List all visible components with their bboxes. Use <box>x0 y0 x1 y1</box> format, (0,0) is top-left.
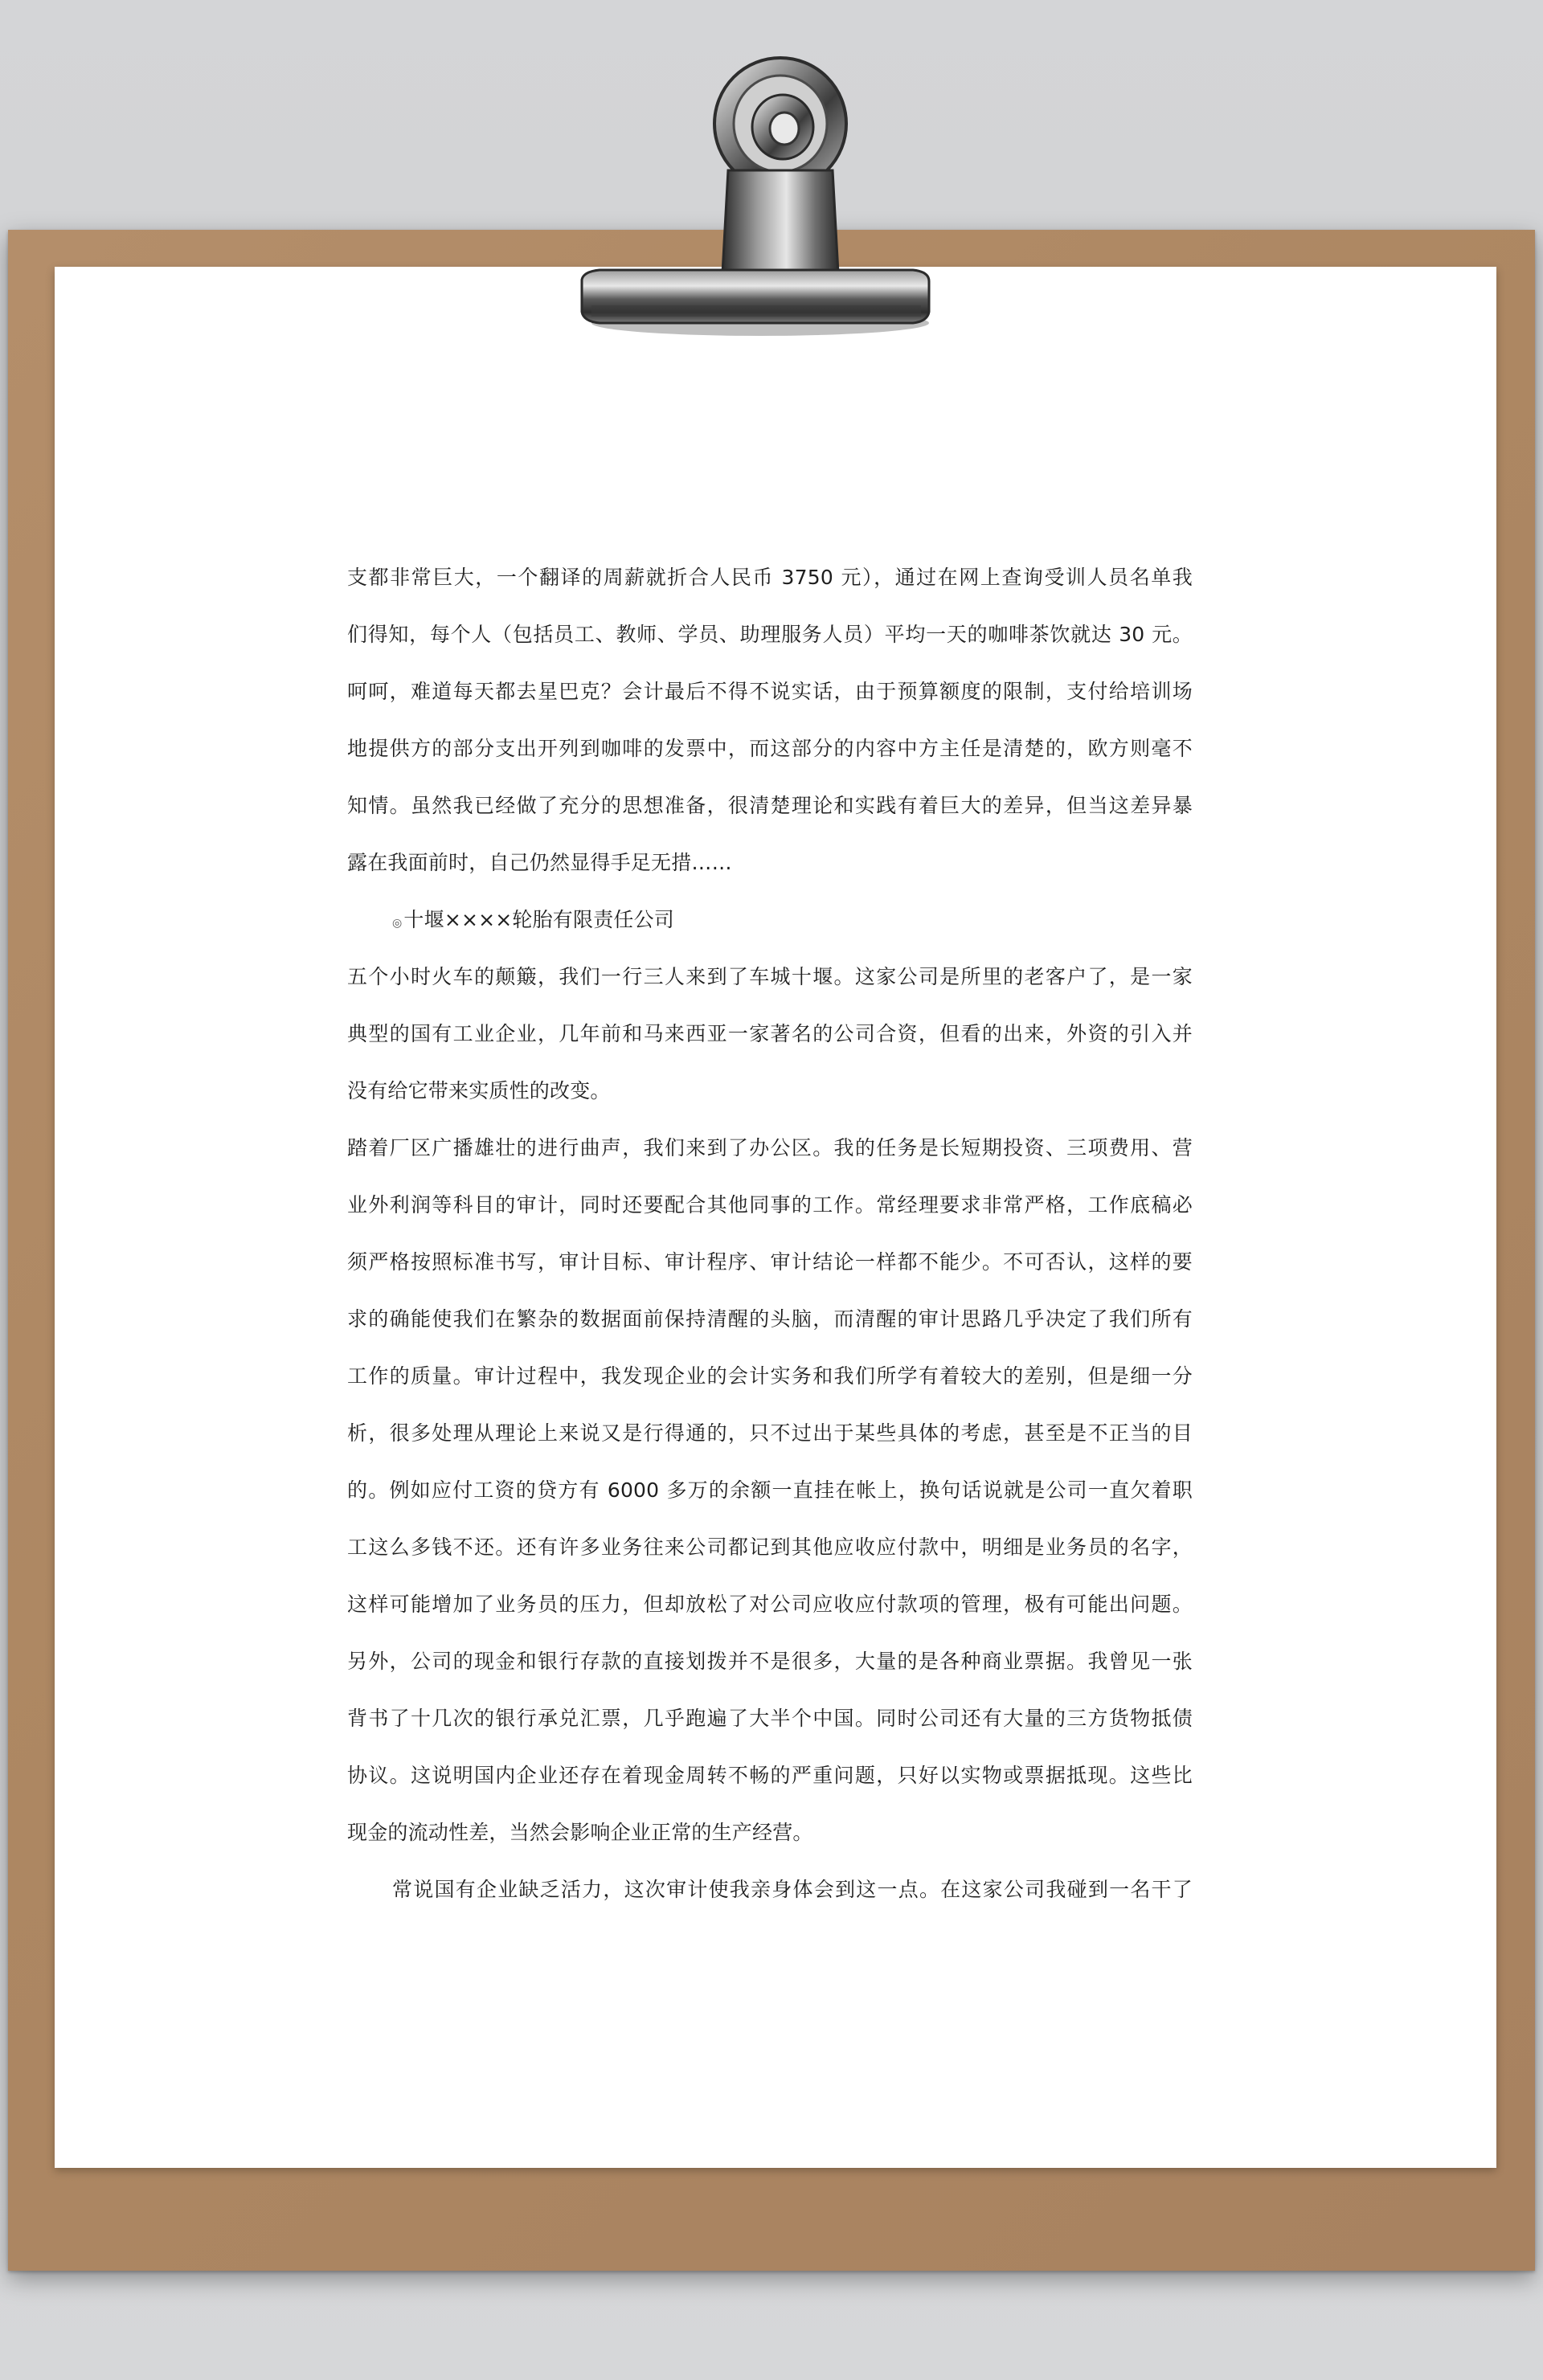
text-line: 须严格按照标准书写，审计目标、审计程序、审计结论一样都不能少。不可否认，这样的要 <box>347 1250 1193 1274</box>
text-line: 呵呵，难道每天都去星巴克？会计最后不得不说实话，由于预算额度的限制，支付给培训场 <box>347 680 1193 703</box>
text-line: 地提供方的部分支出开列到咖啡的发票中，而这部分的内容中方主任是清楚的，欧方则毫不 <box>347 737 1193 760</box>
text-line: 支都非常巨大，一个翻译的周薪就折合人民币 3750 元），通过在网上查询受训人员名单我 <box>347 566 1193 589</box>
text-line: 知情。虽然我已经做了充分的思想准备，很清楚理论和实践有着巨大的差异，但当这差异暴 <box>347 794 1193 817</box>
text-line: 协议。这说明国内企业还存在着现金周转不畅的严重问题，只好以实物或票据抵现。这些比 <box>347 1764 1193 1787</box>
text-line: 常说国有企业缺乏活力，这次审计使我亲身体会到这一点。在这家公司我碰到一名干了 <box>392 1878 1193 1901</box>
text-line: 典型的国有工业企业，几年前和马来西亚一家著名的公司合资，但看的出来，外资的引入并 <box>347 1022 1193 1045</box>
text-line: 业外利润等科目的审计，同时还要配合其他同事的工作。常经理要求非常严格，工作底稿必 <box>347 1193 1193 1217</box>
text-line: 们得知，每个人（包括员工、教师、学员、助理服务人员）平均一天的咖啡茶饮就达 30 元。 <box>347 623 1193 646</box>
text-line: 析，很多处理从理论上来说又是行得通的，只不过出于某些具体的考虑，甚至是不正当的目 <box>347 1421 1193 1445</box>
text-line: 五个小时火车的颠簸，我们一行三人来到了车城十堰。这家公司是所里的老客户了，是一家 <box>347 965 1193 988</box>
document-body <box>347 564 1193 1933</box>
text-line: 踏着厂区广播雄壮的进行曲声，我们来到了办公区。我的任务是长短期投资、三项费用、营 <box>347 1136 1193 1159</box>
section-heading-text: 十堰××××轮胎有限责任公司 <box>403 908 675 931</box>
text-line: 没有给它带来实质性的改变。 <box>347 1079 611 1102</box>
text-line: 这样可能增加了业务员的压力，但却放松了对公司应收应付款项的管理，极有可能出问题。 <box>347 1593 1193 1616</box>
text-line: 背书了十几次的银行承兑汇票，几乎跑遍了大半个中国。同时公司还有大量的三方货物抵债 <box>347 1707 1193 1730</box>
text-line: 工作的质量。审计过程中，我发现企业的会计实务和我们所学有着较大的差别，但是细一分 <box>347 1364 1193 1388</box>
text-line: 现金的流动性差，当然会影响企业正常的生产经营。 <box>347 1821 813 1844</box>
text-line: 工这么多钱不还。还有许多业务往来公司都记到其他应收应付款中，明细是业务员的名字， <box>347 1536 1193 1559</box>
bullet-icon: ◎ <box>392 917 403 930</box>
binder-clip-icon <box>575 50 945 355</box>
text-line: 求的确能使我们在繁杂的数据面前保持清醒的头脑，而清醒的审计思路几乎决定了我们所有 <box>347 1307 1193 1331</box>
section-heading <box>347 906 1193 963</box>
text-line: 另外，公司的现金和银行存款的直接划拨并不是很多，大量的是各种商业票据。我曾见一张 <box>347 1650 1193 1673</box>
text-line: 露在我面前时，自己仍然显得手足无措…… <box>347 851 732 874</box>
text-line: 的。例如应付工资的贷方有 6000 多万的余额一直挂在帐上，换句话说就是公司一直欠着职 <box>347 1478 1193 1502</box>
